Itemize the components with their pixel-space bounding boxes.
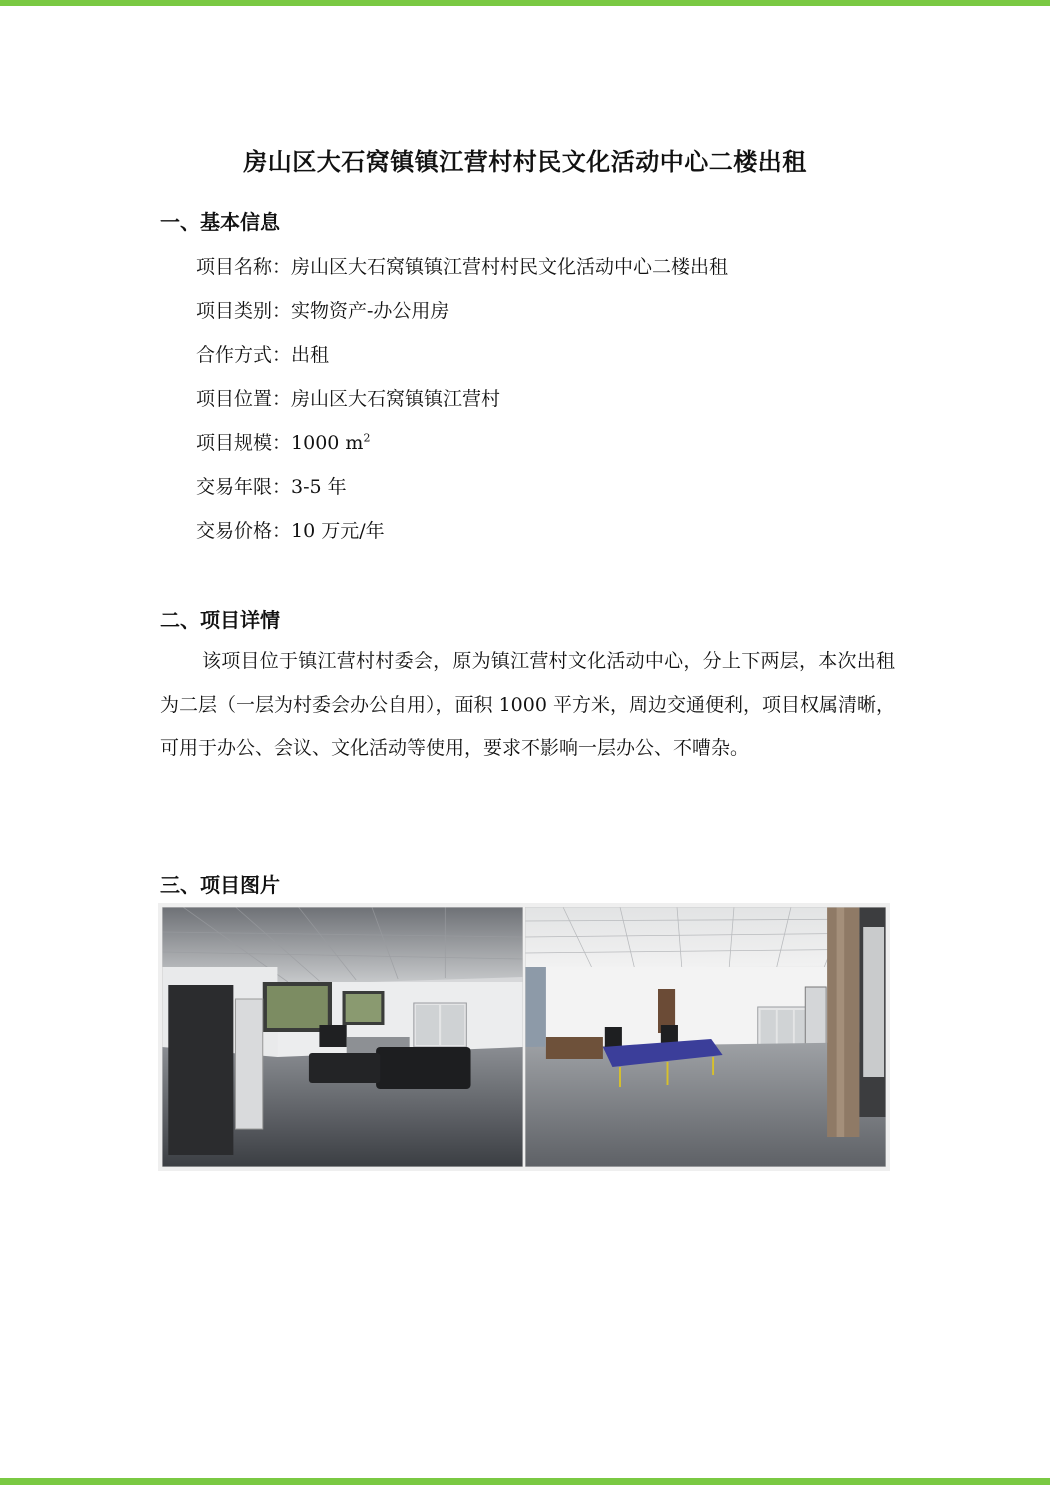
info-value: 1000 m bbox=[291, 432, 364, 454]
top-accent-bar bbox=[0, 0, 1050, 6]
info-label: 项目规模： bbox=[196, 432, 292, 454]
project-photo-strip bbox=[158, 903, 890, 1171]
section-heading-basic-info: 一、基本信息 bbox=[160, 210, 280, 234]
info-row-project-category bbox=[196, 296, 449, 323]
info-label: 交易年限： bbox=[196, 476, 292, 498]
info-label: 项目名称： bbox=[196, 256, 292, 278]
info-row-project-name bbox=[196, 252, 728, 279]
section-heading-project-pictures: 三、项目图片 bbox=[160, 873, 280, 897]
info-row-cooperation-mode bbox=[196, 340, 329, 367]
info-label: 项目位置： bbox=[196, 388, 292, 410]
info-value: 出租 bbox=[291, 344, 330, 366]
info-label: 合作方式： bbox=[196, 344, 292, 366]
project-detail-paragraph: 该项目位于镇江营村村委会，原为镇江营村文化活动中心，分上下两层，本次出租为二层（一层为村委会办公自用），面积 1000 平方米，周边交通便利，项目权属清晰，可用于办公、会议、文化活动等使用，要求不影响一层办公、不嘈杂。 bbox=[160, 650, 895, 759]
page-title: 房山区大石窝镇镇江营村村民文化活动中心二楼出租 bbox=[243, 147, 807, 176]
info-value: 房山区大石窝镇镇江营村村民文化活动中心二楼出租 bbox=[291, 256, 729, 278]
photo-activity-hall bbox=[525, 907, 886, 1167]
info-value: 3-5 年 bbox=[291, 476, 347, 498]
info-row-project-scale bbox=[196, 428, 370, 455]
info-value: 房山区大石窝镇镇江营村 bbox=[291, 388, 501, 410]
section-heading-project-detail: 二、项目详情 bbox=[160, 608, 280, 632]
unit-superscript: 2 bbox=[363, 431, 371, 445]
info-label: 项目类别： bbox=[196, 300, 292, 322]
info-row-trade-term bbox=[196, 472, 347, 499]
info-value: 10 万元/年 bbox=[291, 520, 385, 542]
info-value: 实物资产-办公用房 bbox=[291, 300, 450, 322]
photo-lounge-room bbox=[162, 907, 523, 1167]
info-row-project-location bbox=[196, 384, 500, 411]
info-row-trade-price bbox=[196, 516, 385, 543]
info-label: 交易价格： bbox=[196, 520, 292, 542]
bottom-accent-bar bbox=[0, 1478, 1050, 1485]
